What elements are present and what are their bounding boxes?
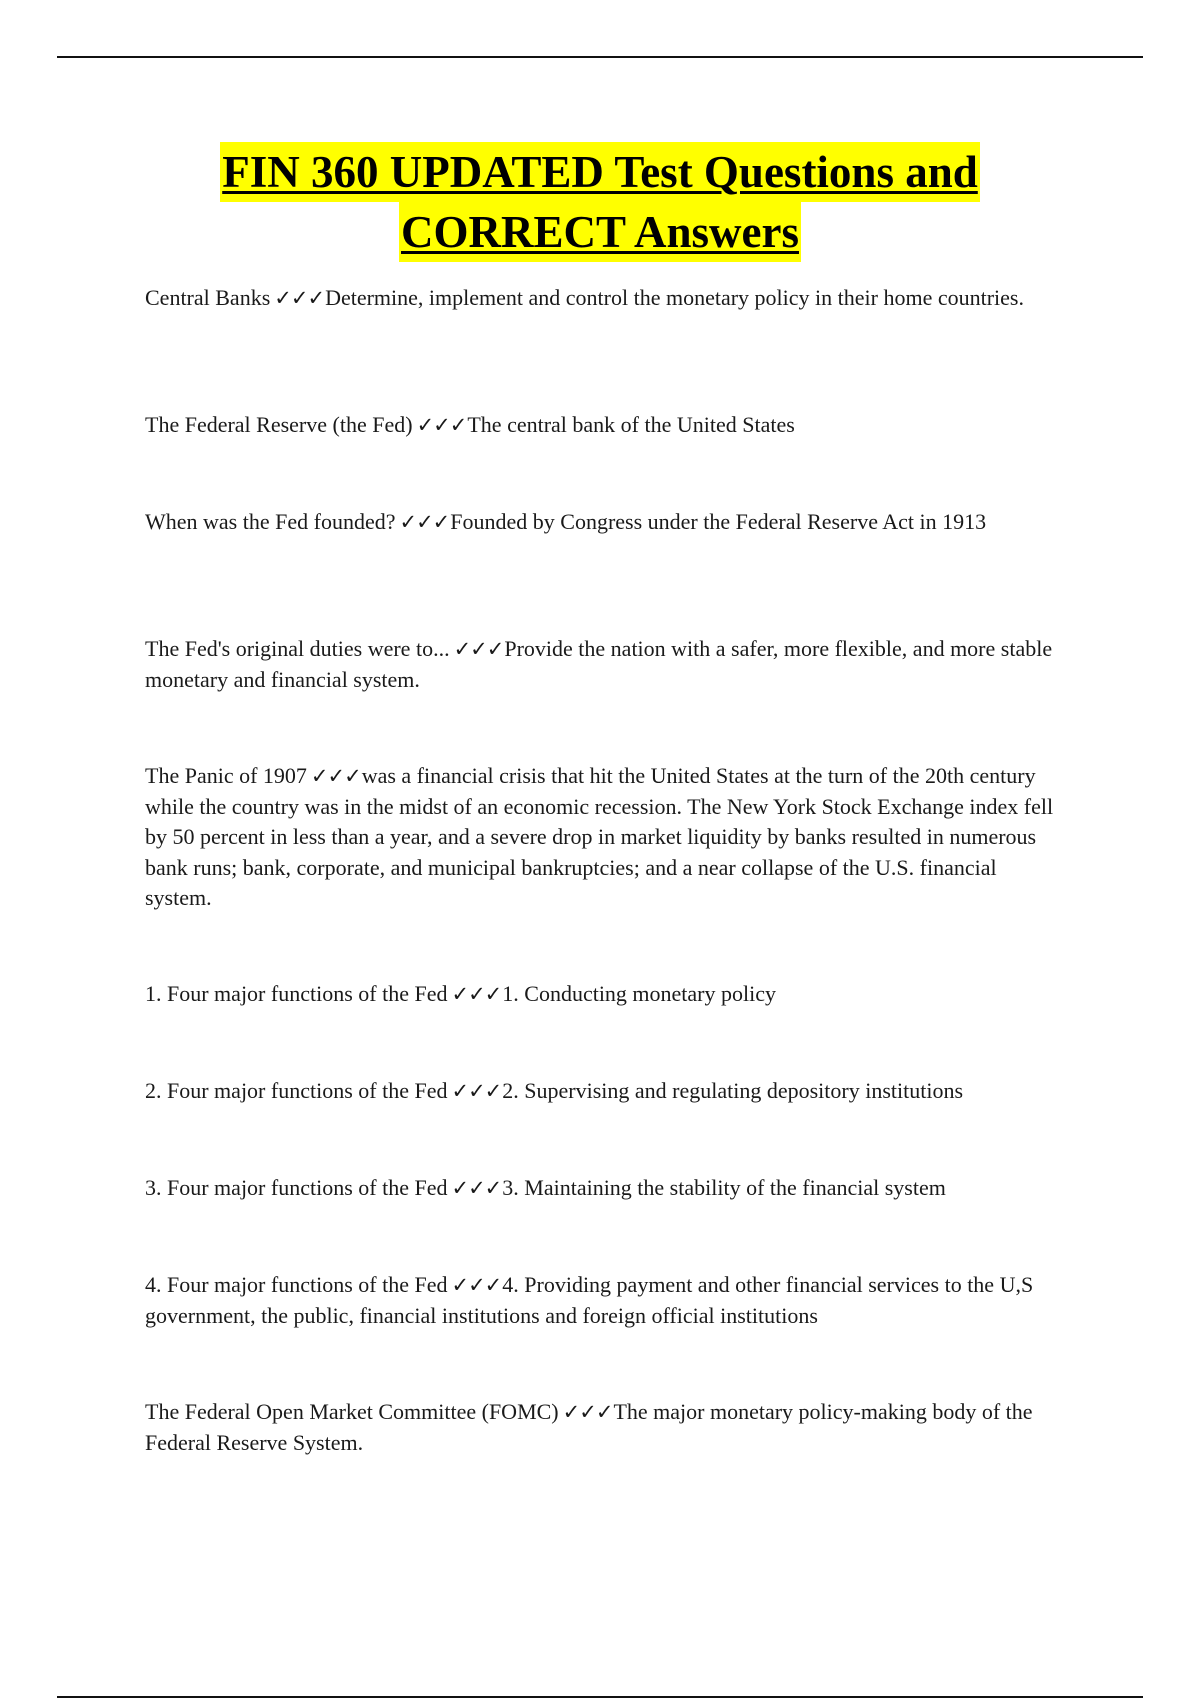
title-line-1: FIN 360 UPDATED Test Questions and xyxy=(220,142,980,202)
answer-text: Provide the nation with a safer, more flexible, and more stable monetary and financial system. xyxy=(145,636,1053,692)
check-icon: ✓✓✓ xyxy=(399,510,450,534)
question-text: The Federal Reserve (the Fed) xyxy=(145,412,413,437)
check-icon: ✓✓✓ xyxy=(310,764,361,788)
qa-item xyxy=(145,410,1065,441)
qa-item xyxy=(145,283,1065,314)
check-icon: ✓✓✓ xyxy=(453,637,504,661)
question-text: Central Banks xyxy=(145,285,271,310)
check-icon: ✓✓✓ xyxy=(451,982,502,1006)
question-text: 4. Four major functions of the Fed xyxy=(145,1272,448,1297)
question-text: 3. Four major functions of the Fed xyxy=(145,1175,448,1200)
title-line-2: CORRECT Answers xyxy=(399,202,801,262)
check-icon: ✓✓✓ xyxy=(451,1079,502,1103)
qa-item xyxy=(145,1076,1065,1107)
answer-text: 1. Conducting monetary policy xyxy=(502,981,776,1006)
qa-item xyxy=(145,507,1065,538)
qa-item xyxy=(145,979,1065,1010)
answer-text: 3. Maintaining the stability of the financial system xyxy=(502,1175,946,1200)
answer-text: 2. Supervising and regulating depository institutions xyxy=(502,1078,964,1103)
page-title xyxy=(0,142,1200,262)
answer-text: Determine, implement and control the monetary policy in their home countries. xyxy=(325,285,1024,310)
bottom-rule xyxy=(57,1696,1143,1698)
qa-item xyxy=(145,634,1065,695)
check-icon: ✓✓✓ xyxy=(416,413,467,437)
question-text: 2. Four major functions of the Fed xyxy=(145,1078,448,1103)
check-icon: ✓✓✓ xyxy=(451,1273,502,1297)
top-rule xyxy=(57,56,1143,58)
answer-text: The central bank of the United States xyxy=(467,412,795,437)
answer-text: 4. Providing payment and other financial services to the U,S government, the public, financial institutions and foreign official institutions xyxy=(145,1272,1034,1328)
check-icon: ✓✓✓ xyxy=(562,1400,613,1424)
question-text: When was the Fed founded? xyxy=(145,509,396,534)
question-text: The Panic of 1907 xyxy=(145,763,307,788)
qa-item xyxy=(145,1397,1065,1458)
answer-text: The major monetary policy-making body of the Federal Reserve System. xyxy=(145,1399,1033,1455)
check-icon: ✓✓✓ xyxy=(274,286,325,310)
question-text: 1. Four major functions of the Fed xyxy=(145,981,448,1006)
question-text: The Fed's original duties were to... xyxy=(145,636,450,661)
answer-text: Founded by Congress under the Federal Reserve Act in 1913 xyxy=(450,509,987,534)
question-text: The Federal Open Market Committee (FOMC) xyxy=(145,1399,559,1424)
qa-item xyxy=(145,761,1065,914)
answer-text: was a financial crisis that hit the United States at the turn of the 20th century while the country was in the midst of an economic recession. The New York Stock Exchange index fell by 50 percent in less than a year, and a severe drop in market liquidity by banks resulted in numerous bank runs; bank, corporate, and municipal bankruptcies; and a near collapse of the U.S. financial system. xyxy=(145,763,1054,910)
check-icon: ✓✓✓ xyxy=(451,1176,502,1200)
qa-item xyxy=(145,1173,1065,1204)
qa-item xyxy=(145,1270,1065,1331)
